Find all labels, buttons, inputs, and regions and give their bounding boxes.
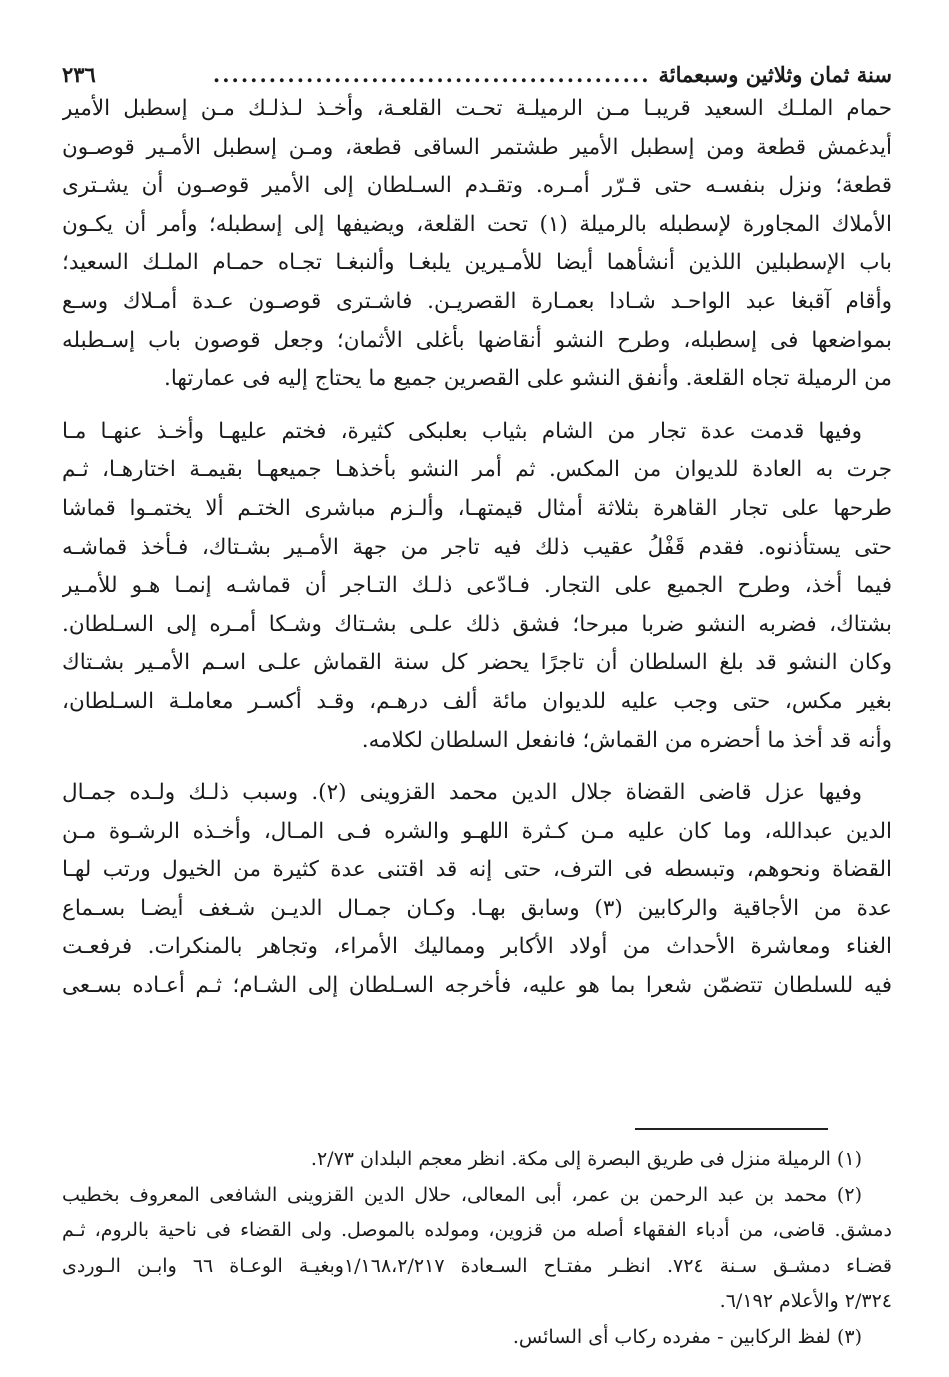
text-line: عدة من الأجاقية والركابين (٣) وسابق بهـا. وكـان جمـال الديـن شـغف أيضـا بسـماع — [62, 895, 892, 921]
text-line: وفيها قدمت عدة تجار من الشام بثياب بعلبكى كثيرة، فختم عليهـا وأخـذ عنهـا مـا — [62, 418, 862, 444]
footnote-line: قضـاء دمشـق سـنة ٧٢٤. انظـر مفتـاح السـعادة ١/١٦٨،٢/٢١٧وبغيـة الوعـاة ٦٦ وابـن الـوردى — [62, 1254, 892, 1277]
text-line: بشتاك، فضربه النشو ضربا مبرحا؛ فشق ذلك علـى بشـتاك وشـكا أمـره إلى السـلطان. — [62, 611, 892, 637]
text-line: قطعة؛ ونزل بنفسـه حتى قـرّر أمـره. وتقـدم السـلطان إلى الأمير قوصـون أن يشـترى — [62, 173, 892, 199]
header-leader-dots: ............................................... — [212, 62, 651, 87]
footnote-line: دمشق. قاضى، من أدباء الفقهاء أصله من قزوين، ومولده بالموصل. ولى القضاء فى ناحية بالروم، ثـم — [62, 1219, 892, 1242]
text-line: الأملاك المجاورة لإسطبله بالرميلة (١) تحت القلعة، ويضيفها إلى إسطبله؛ وأمر أن يكـون — [62, 211, 892, 237]
footnote-1 — [62, 1142, 892, 1178]
footnote-3 — [62, 1320, 892, 1356]
footnote-separator — [635, 1128, 828, 1130]
paragraph-gap — [62, 760, 892, 774]
footnotes — [62, 1142, 892, 1356]
text-line: وكان النشو قد بلغ السلطان أن تاجرًا يحضر كل سنة القماش علـى اسـم الأمـير بشـتاك — [62, 650, 892, 676]
text-line: أيدغمش قطعة ومن إسطبل الأمير طشتمر الساقى قطعة، ومـن إسطبل الأمـير قوصـون — [62, 134, 892, 160]
paragraph — [62, 413, 892, 760]
paragraph-gap — [62, 399, 892, 413]
main-text — [62, 90, 892, 1006]
text-line: وفيها عزل قاضى القضاة جلال الدين محمد القزوينى (٢). وسبب ذلـك ولـده جمـال — [62, 780, 862, 806]
text-line: الغناء ومعاشرة الأحداث من أولاد الأكابر ومماليك الأمراء، وتجاهر بالمنكرات. فرفعـت — [62, 934, 892, 960]
footnote-2 — [62, 1178, 892, 1320]
text-line: حمام الملـك السعيد قريبـا مـن الرميلـة تحـت القلعـة، وأخـذ لـذلـك مـن إسطبل الأمير — [62, 96, 892, 121]
page-number: ٢٣٦ — [62, 62, 96, 87]
text-line: فيه للسلطان تتضمّن شعرا بما هو عليه، فأخرجه السـلطان إلى الشـام؛ ثـم أعـاده بسـعى — [62, 973, 892, 999]
text-line: من الرميلة تجاه القلعة. وأنفق النشو على القصرين جميع ما يحتاج إليه فى عمارتها. — [164, 366, 892, 392]
footnote-line: (١) الرميلة منزل فى طريق البصرة إلى مكة. انظر معجم البلدان ٢/٧٣. — [310, 1148, 862, 1170]
text-line: وأقام آقبغا عبد الواحـد شـادا بعمـارة القصريـن. فاشـترى قوصـون عـدة أمـلاك وسـع — [62, 288, 892, 314]
running-title: سنة ثمان وثلاثين وسبعمائة — [658, 62, 892, 87]
text-line: حتى يستأذنوه. فقدم قَفْلُ عقيب ذلك فيه تاجر من جهة الأمـير بشـتاك، فـأخذ قماشـه — [62, 534, 892, 560]
text-line: القضاة ونحوهم، وتبسطه فى الترف، حتى إنه قد اقتنى عدة كثيرة من الخيول ورتب لهـا — [62, 857, 892, 883]
footnote-line: (٣) لفظ الركابين - مفرده ركاب أى السائس. — [512, 1325, 862, 1348]
text-line: فيما أخذ، وطرح الجميع على التجار. فـادّعى ذلـك التـاجر أن قماشـه إنمـا هـو للأمـير — [62, 573, 892, 599]
text-line: باب الإسطبلين اللذين أنشأهما أيضا للأمـيرين يلبغـا وألنبغـا تجـاه حمـام الملـك السعيد؛ — [62, 250, 892, 276]
text-line: وأنه قد أخذ ما أحضره من القماش؛ فانفعل السلطان لكلامه. — [361, 727, 892, 753]
text-line: الدين عبدالله، وما كان عليه مـن كـثرة اللهـو والشره فـى المـال، وأخـذه الرشـوة مـن — [62, 818, 892, 844]
text-line: طرحها على تجار القاهرة بثلاثة أمثال قيمتهـا، وألـزم مباشرى الختـم ألا يختمـوا قماشا — [62, 495, 892, 521]
paragraph — [62, 90, 892, 399]
paragraph — [62, 774, 892, 1006]
footnote-line: (٢) محمد بن عبد الرحمن بن عمر، أبى المعالى، حلال الدين القزوينى الشافعى المعروف بخطيب — [62, 1183, 862, 1206]
text-line: جرت به العادة للديوان من المكس. ثم أمر النشو بأخذهـا جميعهـا بقيمـة اختارهـا، ثـم — [62, 457, 892, 483]
book-page — [62, 56, 892, 1006]
running-header — [62, 56, 892, 90]
footnote-line: ٢/٣٢٤ والأعلام ٦/١٩٢. — [719, 1290, 892, 1313]
text-line: بمواضعها فى إسطبله، وطرح النشو أنقاضها بأغلى الأثمان؛ وجعل قوصون باب إسـطبله — [62, 327, 892, 353]
text-line: بغير مكس، حتى وجب عليه للديوان مائة ألف درهـم، وقـد أكسـر معاملـة السـلطان، — [62, 688, 892, 714]
